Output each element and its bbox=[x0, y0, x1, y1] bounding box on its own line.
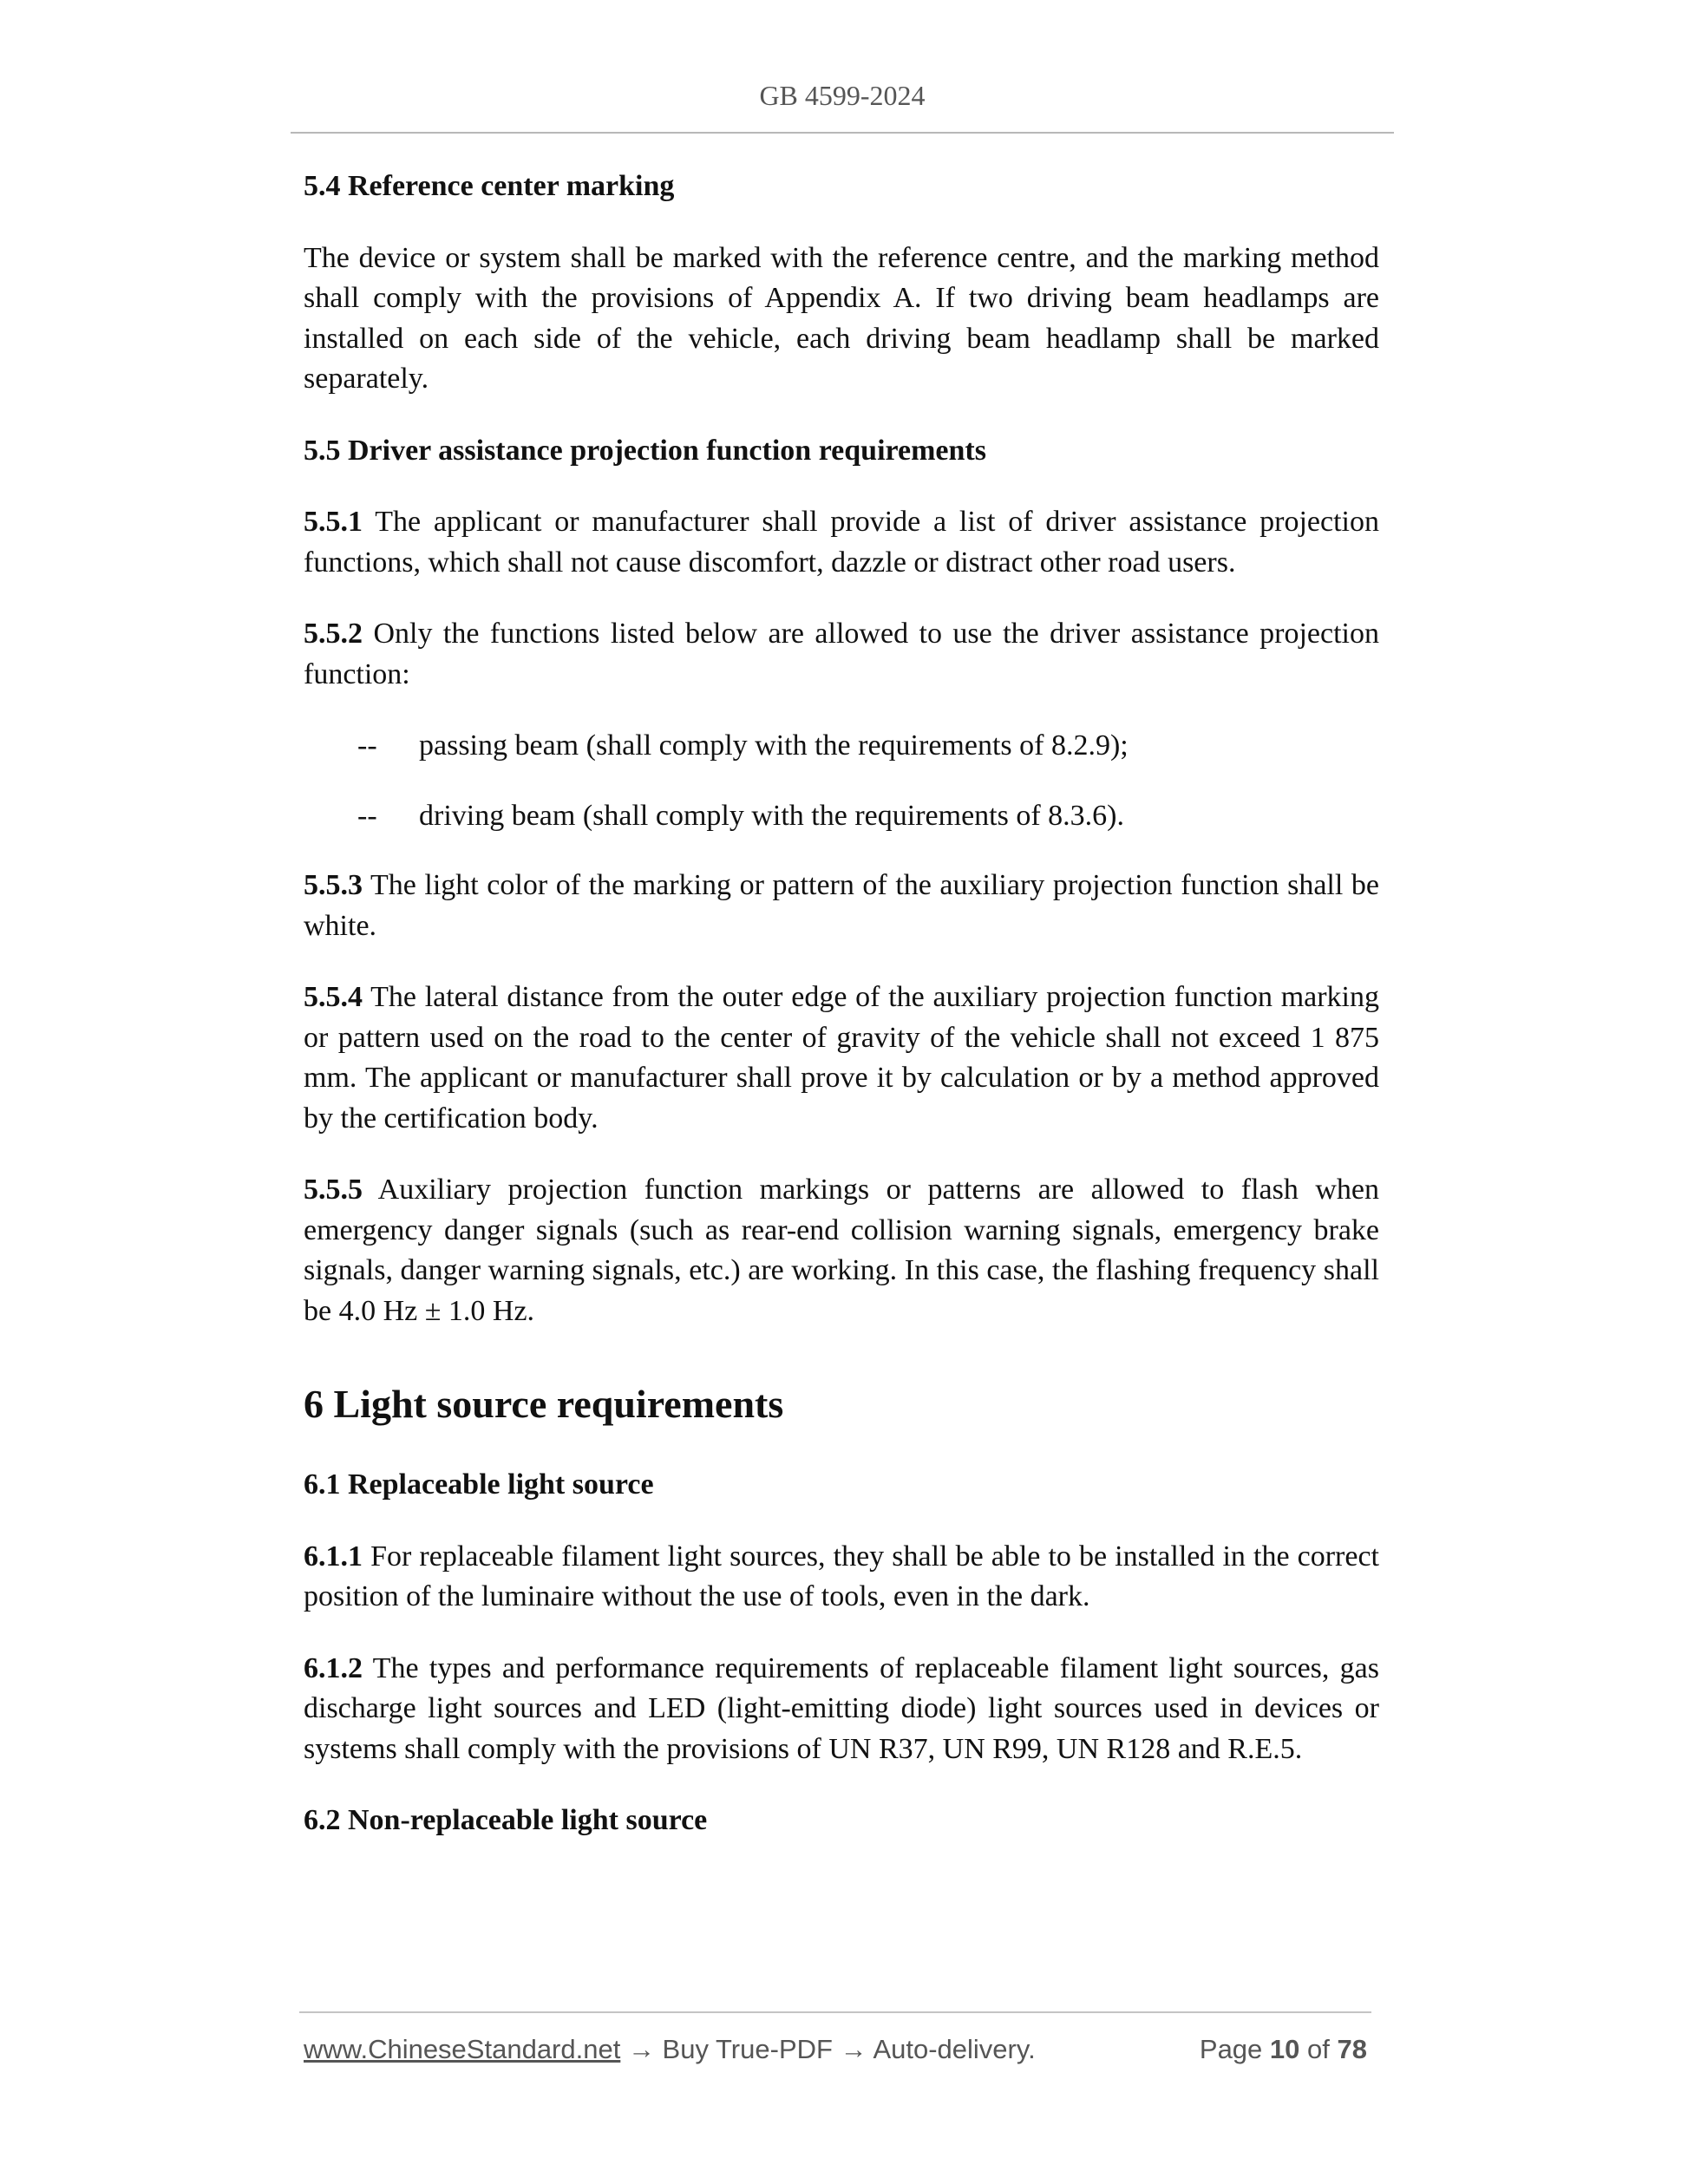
list-bullet: -- bbox=[357, 799, 377, 832]
section-heading-6-2: 6.2 Non-replaceable light source bbox=[304, 1804, 708, 1836]
clause-number: 5.5.2 bbox=[304, 618, 363, 650]
document-code: GB 4599-2024 bbox=[759, 80, 926, 111]
clause-text: The lateral distance from the outer edge of the auxiliary projection function marking or pattern used on the road to the center of gravity of the vehicle shall not exceed 1 875 mm. The applicant or manufacturer shall prove it by calculation or by a method approved by the certification body. bbox=[304, 981, 1379, 1135]
clause-text: The types and performance requirements of replaceable filament light sources, gas discharge light sources and LED (light-emitting diode) light sources used in devices or systems shall comply with the provisions of UN R37, UN R99, UN R128 and R.E.5. bbox=[304, 1651, 1379, 1765]
chapter-heading-6: 6 Light source requirements bbox=[304, 1382, 784, 1426]
clause-text: Only the functions listed below are allowed to use the driver assistance projection function: bbox=[304, 618, 1379, 690]
clause-text: Auxiliary projection function markings or patterns are allowed to flash when emergency danger signals (such as rear-end collision warning signals, emergency brake signals, danger warning signals, etc.) are working. In this case, the flashing frequency shall be 4.0 Hz ± 1.0 Hz. bbox=[304, 1174, 1379, 1327]
website-link[interactable]: www.ChineseStandard.net bbox=[304, 2034, 621, 2064]
clause-5-5-3 bbox=[304, 866, 1379, 946]
clause-number: 6.1.1 bbox=[304, 1540, 363, 1573]
clause-text: The applicant or manufacturer shall provide a list of driver assistance projection functions, which shall not cause discomfort, dazzle or distract other road users. bbox=[304, 506, 1379, 579]
clause-text: The light color of the marking or pattern of the auxiliary projection function shall be white. bbox=[304, 869, 1379, 942]
clause-5-5-1 bbox=[304, 502, 1379, 583]
paragraph-5-4: The device or system shall be marked with the reference centre, and the marking method shall comply with the provisions of Appendix A. If two driving beam headlamps are installed on each side of the vehicle, each driving beam headlamp shall be marked separately. bbox=[304, 241, 1379, 395]
list-item bbox=[304, 726, 1379, 767]
page-total: 78 bbox=[1337, 2034, 1367, 2064]
of-label: of bbox=[1307, 2034, 1330, 2064]
list-item-text: driving beam (shall comply with the requirements of 8.3.6). bbox=[419, 799, 1124, 832]
list-bullet: -- bbox=[357, 729, 377, 762]
page-number: 10 bbox=[1269, 2034, 1300, 2064]
document-body bbox=[304, 167, 1379, 1873]
page-label: Page bbox=[1199, 2034, 1263, 2064]
list-item-text: passing beam (shall comply with the requirements of 8.2.9); bbox=[419, 729, 1129, 762]
footer-divider bbox=[299, 2011, 1371, 2013]
list-item bbox=[304, 796, 1379, 837]
page-header bbox=[291, 73, 1394, 134]
section-heading-5-4: 5.4 Reference center marking bbox=[304, 170, 675, 202]
page-footer bbox=[304, 2030, 1367, 2070]
clause-5-5-5 bbox=[304, 1170, 1379, 1331]
clause-5-5-4 bbox=[304, 978, 1379, 1139]
footer-promo-text: → Buy True-PDF → Auto-delivery. bbox=[620, 2034, 1036, 2064]
footer-promo bbox=[304, 2030, 1036, 2070]
clause-number: 5.5.3 bbox=[304, 869, 363, 901]
clause-number: 6.1.2 bbox=[304, 1651, 363, 1684]
clause-number: 5.5.4 bbox=[304, 981, 363, 1013]
clause-number: 5.5.5 bbox=[304, 1174, 363, 1206]
clause-text: For replaceable filament light sources, they shall be able to be installed in the correct position of the luminaire without the use of tools, even in the dark. bbox=[304, 1540, 1380, 1612]
clause-6-1-1 bbox=[304, 1537, 1379, 1618]
section-heading-5-5: 5.5 Driver assistance projection function requirements bbox=[304, 434, 986, 467]
clause-5-5-2 bbox=[304, 614, 1379, 695]
clause-6-1-2 bbox=[304, 1649, 1379, 1770]
clause-number: 5.5.1 bbox=[304, 506, 363, 538]
section-heading-6-1: 6.1 Replaceable light source bbox=[304, 1468, 654, 1501]
page-indicator bbox=[1200, 2030, 1367, 2070]
